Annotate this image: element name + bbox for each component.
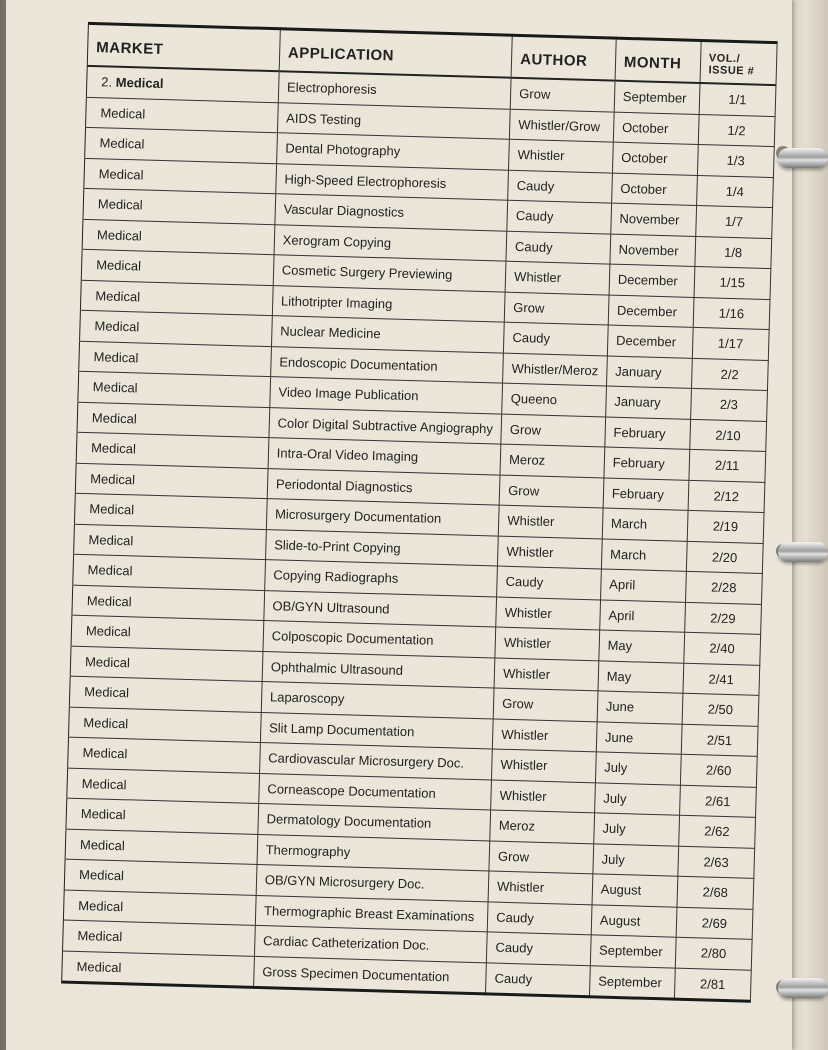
month-cell: December <box>609 264 695 297</box>
month-cell: March <box>601 538 687 571</box>
author-cell: Grow <box>493 688 597 721</box>
author-cell: Caudy <box>508 170 612 203</box>
month-cell: February <box>604 447 690 480</box>
author-cell: Meroz <box>490 810 594 843</box>
table-container <box>0 20 776 1031</box>
author-cell: Whistler/Grow <box>510 109 614 142</box>
author-cell: Whistler <box>492 718 596 751</box>
vol-issue-cell: 1/3 <box>697 144 774 177</box>
author-cell: Grow <box>489 840 593 873</box>
header-application: APPLICATION <box>279 29 512 78</box>
market-cell: Medical <box>64 859 257 895</box>
vol-issue-cell: 2/28 <box>685 571 762 604</box>
application-cell: Colposcopic Documentation <box>263 621 496 658</box>
month-cell: November <box>610 234 696 267</box>
application-cell: Copying Radiographs <box>264 560 497 597</box>
market-cell: Medical <box>76 432 269 468</box>
market-cell: Medical <box>80 310 273 346</box>
vol-issue-cell: 2/50 <box>682 693 759 726</box>
month-cell: February <box>605 417 691 450</box>
vol-issue-cell: 2/68 <box>677 876 754 909</box>
author-cell: Whistler <box>496 597 600 630</box>
month-cell: October <box>613 112 699 145</box>
author-cell: Caudy <box>486 962 591 996</box>
month-cell: February <box>603 477 689 510</box>
application-cell: Slide-to-Print Copying <box>265 529 498 566</box>
application-cell: High-Speed Electrophoresis <box>276 163 509 200</box>
document-page <box>6 0 792 1050</box>
author-cell: Grow <box>501 414 605 447</box>
market-cell: Medical <box>73 554 266 590</box>
market-cell: Medical <box>79 341 272 377</box>
month-cell: April <box>600 599 686 632</box>
author-cell: Whistler <box>498 505 602 538</box>
market-cell: Medical <box>68 737 261 773</box>
vol-issue-cell: 2/61 <box>679 785 756 818</box>
author-cell: Whistler <box>498 536 602 569</box>
application-cell: Dermatology Documentation <box>258 803 491 840</box>
application-cell: Laparoscopy <box>261 682 494 719</box>
month-cell: June <box>596 721 682 754</box>
market-cell: Medical <box>68 707 261 743</box>
month-cell: September <box>590 935 676 968</box>
market-cell: Medical <box>83 188 276 224</box>
application-cell: Color Digital Subtractive Angiography <box>269 407 502 444</box>
author-cell: Caudy <box>497 566 601 599</box>
application-cell: OB/GYN Ultrasound <box>264 590 497 627</box>
market-cell: Medical <box>67 768 260 804</box>
vol-issue-cell: 2/62 <box>678 815 755 848</box>
market-cell: Medical <box>84 158 277 194</box>
application-cell: Endoscopic Documentation <box>270 346 503 383</box>
market-cell: Medical <box>80 280 273 316</box>
vol-issue-cell: 2/10 <box>689 419 766 452</box>
vol-issue-cell: 1/2 <box>698 114 775 147</box>
application-cell: Corneascope Documentation <box>259 773 492 810</box>
market-cell: Medical <box>71 615 264 651</box>
market-cell: Medical <box>78 371 271 407</box>
author-cell: Caudy <box>507 200 611 233</box>
market-cell: Medical <box>63 890 256 926</box>
application-cell: Cardiac Catheterization Doc. <box>254 925 487 962</box>
author-cell: Grow <box>504 292 608 325</box>
vol-issue-cell: 2/51 <box>681 724 758 757</box>
vol-issue-cell: 1/4 <box>696 175 773 208</box>
market-cell: Medical <box>70 646 263 682</box>
month-cell: January <box>605 386 691 419</box>
market-cell: Medical <box>81 249 274 285</box>
vol-issue-cell: 1/15 <box>694 266 771 299</box>
header-month: MONTH <box>615 38 701 83</box>
application-cell: Slit Lamp Documentation <box>260 712 493 749</box>
application-cell: Xerogram Copying <box>274 224 507 261</box>
application-cell: Video Image Publication <box>270 377 503 414</box>
author-cell: Whistler <box>492 749 596 782</box>
market-cell: Medical <box>63 920 256 956</box>
author-cell: Whistler <box>491 779 595 812</box>
table-body <box>62 66 776 1001</box>
vol-issue-cell: 2/29 <box>684 602 761 635</box>
vol-issue-cell: 2/12 <box>688 480 765 513</box>
application-cell: Periodontal Diagnostics <box>267 468 500 505</box>
market-cell: Medical <box>74 493 267 529</box>
author-cell: Caudy <box>504 322 608 355</box>
application-cell: Gross Specimen Documentation <box>253 956 486 994</box>
month-cell: October <box>611 173 697 206</box>
author-cell: Caudy <box>506 231 610 264</box>
market-cell: Medical <box>72 585 265 621</box>
binder-ring <box>778 542 828 562</box>
month-cell: November <box>611 203 697 236</box>
month-cell: August <box>592 874 678 907</box>
application-cell: Microsurgery Documentation <box>266 499 499 536</box>
application-cell: Lithotripter Imaging <box>272 285 505 322</box>
application-cell: Cardiovascular Microsurgery Doc. <box>259 742 492 779</box>
month-cell: May <box>599 630 685 663</box>
month-cell: January <box>606 356 692 389</box>
application-cell: Thermography <box>257 834 490 871</box>
market-cell: Medical <box>86 97 279 133</box>
vol-issue-cell: 2/11 <box>689 449 766 482</box>
author-cell: Grow <box>499 475 603 508</box>
vol-issue-cell: 1/7 <box>695 205 772 238</box>
vol-issue-cell: 2/60 <box>680 754 757 787</box>
vol-issue-cell: 2/2 <box>691 358 768 391</box>
market-cell: Medical <box>77 402 270 438</box>
market-cell: Medical <box>74 524 267 560</box>
vol-issue-cell: 2/81 <box>674 968 751 1002</box>
author-cell: Whistler <box>494 658 598 691</box>
application-cell: Cosmetic Surgery Previewing <box>273 255 506 292</box>
application-cell: OB/GYN Microsurgery Doc. <box>256 864 489 901</box>
market-cell: Medical <box>66 798 259 834</box>
application-cell: AIDS Testing <box>277 102 510 139</box>
application-cell: Intra-Oral Video Imaging <box>268 438 501 475</box>
author-cell: Caudy <box>487 901 591 934</box>
binder-ring <box>778 978 828 998</box>
author-cell: Whistler <box>505 261 609 294</box>
vol-issue-cell: 1/17 <box>692 327 769 360</box>
header-market: MARKET <box>87 23 280 71</box>
author-cell: Grow <box>510 78 615 112</box>
market-cell: Medical <box>82 219 275 255</box>
month-cell: December <box>608 295 694 328</box>
vol-issue-cell: 1/1 <box>699 83 776 116</box>
vol-issue-cell: 2/19 <box>687 510 764 543</box>
month-cell: July <box>593 843 679 876</box>
market-cell: Medical <box>65 829 258 865</box>
vol-issue-cell: 2/40 <box>683 632 760 665</box>
month-cell: July <box>594 782 680 815</box>
month-cell: December <box>607 325 693 358</box>
author-cell: Caudy <box>487 932 591 965</box>
month-cell: June <box>597 691 683 724</box>
month-cell: October <box>612 142 698 175</box>
header-vol-issue: VOL./ ISSUE # <box>700 41 777 86</box>
market-cell: Medical <box>62 951 255 988</box>
application-cell: Electrophoresis <box>278 71 511 108</box>
vol-issue-cell: 2/20 <box>686 541 763 574</box>
author-cell: Queeno <box>502 383 606 416</box>
binder-ring <box>778 148 828 168</box>
application-cell: Vascular Diagnostics <box>275 194 508 231</box>
applications-table <box>61 22 778 1003</box>
application-cell: Thermographic Breast Examinations <box>255 895 488 932</box>
market-cell: Medical <box>85 127 278 163</box>
month-cell: September <box>589 965 675 999</box>
application-cell: Dental Photography <box>276 133 509 170</box>
application-cell: Ophthalmic Ultrasound <box>262 651 495 688</box>
month-cell: April <box>600 569 686 602</box>
market-cell: Medical <box>69 676 262 712</box>
author-cell: Meroz <box>500 444 604 477</box>
vol-issue-cell: 1/16 <box>693 297 770 330</box>
author-cell: Whistler <box>488 871 592 904</box>
application-cell: Nuclear Medicine <box>271 316 504 353</box>
vol-issue-cell: 2/41 <box>683 663 760 696</box>
month-cell: August <box>591 904 677 937</box>
header-author: AUTHOR <box>511 35 616 80</box>
vol-issue-cell: 1/8 <box>695 236 772 269</box>
author-cell: Whistler <box>509 139 613 172</box>
vol-issue-cell: 2/63 <box>678 846 755 879</box>
author-cell: Whistler/Meroz <box>503 353 607 386</box>
market-cell: Medical <box>75 463 268 499</box>
month-cell: May <box>598 660 684 693</box>
month-cell: September <box>614 81 700 114</box>
author-cell: Whistler <box>495 627 599 660</box>
vol-issue-cell: 2/3 <box>690 388 767 421</box>
month-cell: July <box>594 813 680 846</box>
vol-issue-cell: 2/69 <box>676 907 753 940</box>
vol-issue-cell: 2/80 <box>675 937 752 970</box>
market-section-title: Medical <box>115 74 164 92</box>
section-number: 2. <box>101 74 113 90</box>
month-cell: July <box>595 752 681 785</box>
month-cell: March <box>602 508 688 541</box>
